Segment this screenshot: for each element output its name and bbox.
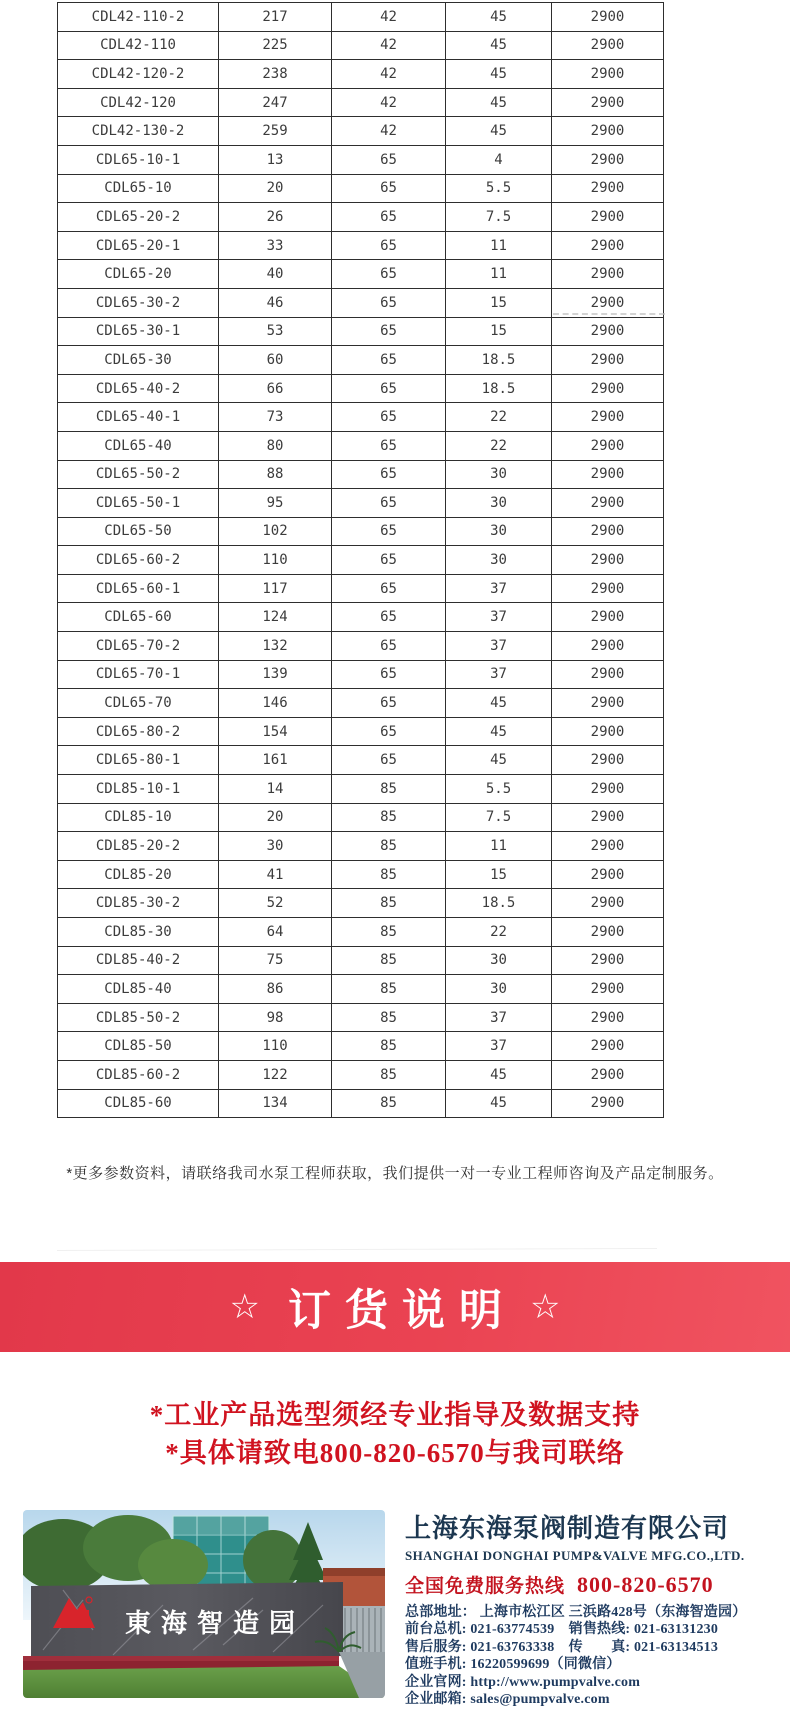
table-cell: 45 <box>446 60 552 89</box>
table-cell: 95 <box>219 489 332 518</box>
table-row <box>58 717 664 746</box>
table-row <box>58 1032 664 1061</box>
table-cell: 2900 <box>552 632 664 661</box>
table-row <box>58 3 664 32</box>
table-cell: 2900 <box>552 317 664 346</box>
table-cell: CDL85-60 <box>58 1089 219 1118</box>
table-row <box>58 403 664 432</box>
table-cell: CDL65-30 <box>58 346 219 375</box>
notice-line-2: *具体请致电800-820-6570与我司联络 <box>165 1438 625 1468</box>
table-cell: 45 <box>446 117 552 146</box>
table-row <box>58 374 664 403</box>
table-cell: CDL65-20-2 <box>58 203 219 232</box>
contact-line: 企业邮箱: sales@pumpvalve.com <box>405 1692 610 1708</box>
table-cell: 26 <box>219 203 332 232</box>
table-cell: 65 <box>332 431 446 460</box>
table-cell: 18.5 <box>446 374 552 403</box>
table-cell: 2900 <box>552 489 664 518</box>
table-cell: 238 <box>219 60 332 89</box>
table-cell: 2900 <box>552 60 664 89</box>
table-cell: 15 <box>446 317 552 346</box>
table-cell: 52 <box>219 889 332 918</box>
table-cell: CDL65-30-2 <box>58 288 219 317</box>
table-cell: 2900 <box>552 260 664 289</box>
contact-lines <box>405 1604 787 1708</box>
table-cell: 7.5 <box>446 803 552 832</box>
table-cell: 85 <box>332 946 446 975</box>
lawn <box>23 1666 385 1698</box>
table-cell: 2900 <box>552 975 664 1004</box>
table-cell: 65 <box>332 260 446 289</box>
table-cell: 2900 <box>552 88 664 117</box>
table-cell: CDL85-50 <box>58 1032 219 1061</box>
table-cell: 85 <box>332 775 446 804</box>
table-cell: 20 <box>219 174 332 203</box>
table-cell: 259 <box>219 117 332 146</box>
table-cell: 247 <box>219 88 332 117</box>
table-cell: 2900 <box>552 660 664 689</box>
notice-line-1: *工业产品选型须经专业指导及数据支持 <box>149 1400 641 1430</box>
table-row <box>58 975 664 1004</box>
table-cell: CDL65-70 <box>58 689 219 718</box>
service-hotline <box>405 1571 787 1598</box>
table-row <box>58 1089 664 1118</box>
star-icon: ☆ <box>530 1288 561 1326</box>
table-row <box>58 88 664 117</box>
pump-table-body <box>58 3 664 1118</box>
table-cell: 2900 <box>552 403 664 432</box>
table-cell: CDL65-60-1 <box>58 574 219 603</box>
table-cell: 2900 <box>552 1089 664 1118</box>
table-cell: 2900 <box>552 603 664 632</box>
table-row <box>58 574 664 603</box>
table-cell: CDL85-30 <box>58 918 219 947</box>
table-cell: 30 <box>446 546 552 575</box>
table-cell: 42 <box>332 31 446 60</box>
table-cell: 37 <box>446 603 552 632</box>
table-row <box>58 31 664 60</box>
table-cell: 37 <box>446 632 552 661</box>
table-cell: 2900 <box>552 3 664 32</box>
table-cell: 37 <box>446 1032 552 1061</box>
table-cell: 2900 <box>552 546 664 575</box>
table-cell: 80 <box>219 431 332 460</box>
hotline-label: 全国免费服务热线 <box>405 1576 566 1597</box>
table-cell: 122 <box>219 1060 332 1089</box>
table-cell: 60 <box>219 346 332 375</box>
table-row <box>58 889 664 918</box>
company-name-en: SHANGHAI DONGHAI PUMP&VALVE MFG.CO.,LTD. <box>405 1548 745 1563</box>
table-cell: 42 <box>332 117 446 146</box>
table-cell: 102 <box>219 517 332 546</box>
sign-text: 東海智造园 <box>124 1608 306 1638</box>
table-cell: 7.5 <box>446 203 552 232</box>
table-row <box>58 203 664 232</box>
table-cell: 225 <box>219 31 332 60</box>
table-cell: 85 <box>332 889 446 918</box>
table-cell: 65 <box>332 574 446 603</box>
table-cell: 65 <box>332 546 446 575</box>
table-row <box>58 431 664 460</box>
table-cell: 2900 <box>552 946 664 975</box>
table-cell: 2900 <box>552 574 664 603</box>
table-footnote: *更多参数资料，请联络我司水泵工程师获取，我们提供一对一专业工程师咨询及产品定制服务。 <box>66 1165 724 1182</box>
hotline-number: 800-820-6570 <box>577 1572 714 1597</box>
table-cell: 22 <box>446 431 552 460</box>
table-cell: 85 <box>332 803 446 832</box>
table-cell: 2900 <box>552 117 664 146</box>
table-cell: CDL65-50-1 <box>58 489 219 518</box>
table-cell: 30 <box>446 975 552 1004</box>
table-row <box>58 1060 664 1089</box>
company-info <box>405 1508 787 1708</box>
table-cell: 11 <box>446 832 552 861</box>
table-cell: CDL65-70-1 <box>58 660 219 689</box>
table-cell: CDL85-10-1 <box>58 775 219 804</box>
table-row <box>58 145 664 174</box>
table-cell: 65 <box>332 346 446 375</box>
table-cell: 5.5 <box>446 174 552 203</box>
table-cell: CDL65-40-2 <box>58 374 219 403</box>
table-cell: 2900 <box>552 460 664 489</box>
table-row <box>58 689 664 718</box>
table-cell: CDL85-20 <box>58 860 219 889</box>
table-cell: 13 <box>219 145 332 174</box>
red-building-roof <box>323 1568 385 1576</box>
table-cell: 30 <box>446 946 552 975</box>
table-cell: 30 <box>446 489 552 518</box>
table-cell: 45 <box>446 717 552 746</box>
table-cell: 85 <box>332 860 446 889</box>
table-cell: 65 <box>332 632 446 661</box>
table-cell: 65 <box>332 174 446 203</box>
table-row <box>58 603 664 632</box>
table-cell: CDL42-120-2 <box>58 60 219 89</box>
table-cell: 65 <box>332 460 446 489</box>
table-cell: 15 <box>446 860 552 889</box>
table-cell: 2900 <box>552 717 664 746</box>
table-row <box>58 460 664 489</box>
table-row <box>58 775 664 804</box>
table-cell: 65 <box>332 660 446 689</box>
table-cell: 20 <box>219 803 332 832</box>
table-cell: CDL65-80-2 <box>58 717 219 746</box>
table-cell: 154 <box>219 717 332 746</box>
table-cell: 85 <box>332 832 446 861</box>
table-row <box>58 946 664 975</box>
table-cell: 30 <box>219 832 332 861</box>
table-cell: 18.5 <box>446 346 552 375</box>
table-cell: 98 <box>219 1003 332 1032</box>
flower-hedge-top <box>23 1656 339 1661</box>
table-cell: 2900 <box>552 517 664 546</box>
table-cell: 2900 <box>552 832 664 861</box>
table-cell: 30 <box>446 517 552 546</box>
table-cell: CDL42-120 <box>58 88 219 117</box>
table-cell: 42 <box>332 3 446 32</box>
table-row <box>58 117 664 146</box>
table-cell: CDL65-10 <box>58 174 219 203</box>
table-cell: 46 <box>219 288 332 317</box>
table-cell: 37 <box>446 660 552 689</box>
table-cell: 65 <box>332 517 446 546</box>
table-cell: 37 <box>446 1003 552 1032</box>
table-cell: 2900 <box>552 803 664 832</box>
table-cell: CDL42-130-2 <box>58 117 219 146</box>
table-cell: CDL85-20-2 <box>58 832 219 861</box>
table-cell: 45 <box>446 3 552 32</box>
table-row <box>58 660 664 689</box>
table-cell: CDL85-30-2 <box>58 889 219 918</box>
table-cell: 4 <box>446 145 552 174</box>
table-cell: 65 <box>332 374 446 403</box>
table-cell: 65 <box>332 317 446 346</box>
table-cell: 45 <box>446 88 552 117</box>
star-icon: ☆ <box>229 1288 260 1326</box>
table-cell: 15 <box>446 288 552 317</box>
table-row <box>58 1003 664 1032</box>
table-cell: 85 <box>332 975 446 1004</box>
table-cell: CDL42-110 <box>58 31 219 60</box>
selection-notices <box>0 1396 790 1472</box>
table-cell: CDL65-60 <box>58 603 219 632</box>
table-cell: 2900 <box>552 918 664 947</box>
table-row <box>58 803 664 832</box>
table-cell: 2900 <box>552 431 664 460</box>
table-cell: 37 <box>446 574 552 603</box>
table-cell: 2900 <box>552 145 664 174</box>
table-row <box>58 60 664 89</box>
table-cell: 11 <box>446 260 552 289</box>
table-cell: CDL85-10 <box>58 803 219 832</box>
table-cell: 85 <box>332 1089 446 1118</box>
table-cell: 2900 <box>552 288 664 317</box>
table-cell: 73 <box>219 403 332 432</box>
table-cell: 117 <box>219 574 332 603</box>
table-row <box>58 632 664 661</box>
table-cell: 110 <box>219 1032 332 1061</box>
contact-line: 总部地址： 上海市松江区 三浜路428号（东海智造园） <box>405 1605 747 1620</box>
table-cell: 146 <box>219 689 332 718</box>
table-cell: CDL65-40-1 <box>58 403 219 432</box>
table-cell: CDL65-20-1 <box>58 231 219 260</box>
table-cell: 110 <box>219 546 332 575</box>
table-cell: 42 <box>332 60 446 89</box>
scan-artifact-line <box>57 1248 657 1251</box>
table-cell: 65 <box>332 403 446 432</box>
table-row <box>58 918 664 947</box>
table-cell: 217 <box>219 3 332 32</box>
table-cell: 88 <box>219 460 332 489</box>
table-cell: 2900 <box>552 374 664 403</box>
table-cell: CDL42-110-2 <box>58 3 219 32</box>
table-row <box>58 746 664 775</box>
table-cell: CDL65-50 <box>58 517 219 546</box>
table-cell: 2900 <box>552 746 664 775</box>
table-cell: 45 <box>446 1060 552 1089</box>
table-cell: 86 <box>219 975 332 1004</box>
table-cell: 2900 <box>552 346 664 375</box>
table-cell: 45 <box>446 689 552 718</box>
table-cell: 22 <box>446 403 552 432</box>
table-cell: 64 <box>219 918 332 947</box>
table-cell: 5.5 <box>446 775 552 804</box>
contact-line: 售后服务: 021-63763338 传 真: 021-63134513 <box>405 1639 719 1655</box>
banner-title: 订货说明 <box>288 1286 516 1335</box>
table-cell: 45 <box>446 1089 552 1118</box>
table-row <box>58 346 664 375</box>
table-cell: 85 <box>332 1032 446 1061</box>
table-cell: 65 <box>332 746 446 775</box>
table-cell: 42 <box>332 88 446 117</box>
table-cell: 134 <box>219 1089 332 1118</box>
table-cell: 65 <box>332 145 446 174</box>
table-cell: 2900 <box>552 31 664 60</box>
table-cell: CDL85-50-2 <box>58 1003 219 1032</box>
table-row <box>58 832 664 861</box>
table-cell: 2900 <box>552 1032 664 1061</box>
table-cell: 53 <box>219 317 332 346</box>
table-cell: CDL65-10-1 <box>58 145 219 174</box>
table-row <box>58 231 664 260</box>
table-cell: CDL65-60-2 <box>58 546 219 575</box>
watermark-artifact <box>553 313 665 315</box>
table-cell: 11 <box>446 231 552 260</box>
table-cell: 45 <box>446 746 552 775</box>
table-row <box>58 174 664 203</box>
table-cell: CDL65-40 <box>58 431 219 460</box>
table-cell: 2900 <box>552 1060 664 1089</box>
table-cell: 139 <box>219 660 332 689</box>
table-cell: 85 <box>332 1003 446 1032</box>
table-cell: 2900 <box>552 203 664 232</box>
table-row <box>58 517 664 546</box>
table-cell: CDL85-40-2 <box>58 946 219 975</box>
table-cell: 2900 <box>552 231 664 260</box>
table-cell: 2900 <box>552 889 664 918</box>
table-cell: 161 <box>219 746 332 775</box>
table-cell: CDL65-20 <box>58 260 219 289</box>
table-cell: 132 <box>219 632 332 661</box>
table-cell: 65 <box>332 717 446 746</box>
table-cell: 2900 <box>552 689 664 718</box>
table-cell: 85 <box>332 918 446 947</box>
table-cell: 41 <box>219 860 332 889</box>
table-cell: CDL85-60-2 <box>58 1060 219 1089</box>
table-cell: 2900 <box>552 174 664 203</box>
table-cell: 65 <box>332 231 446 260</box>
pump-spec-table <box>57 2 664 1118</box>
table-row <box>58 317 664 346</box>
table-cell: CDL65-50-2 <box>58 460 219 489</box>
table-cell: 65 <box>332 689 446 718</box>
table-cell: 65 <box>332 203 446 232</box>
table-cell: 75 <box>219 946 332 975</box>
table-cell: 2900 <box>552 775 664 804</box>
table-row <box>58 489 664 518</box>
table-cell: 45 <box>446 31 552 60</box>
contact-line: 前台总机: 021-63774539 销售热线: 021-63131230 <box>405 1622 719 1638</box>
table-cell: 2900 <box>552 1003 664 1032</box>
contact-line: 值班手机: 16220599699（同微信） <box>405 1657 621 1673</box>
table-cell: 66 <box>219 374 332 403</box>
table-cell: 18.5 <box>446 889 552 918</box>
table-cell: 30 <box>446 460 552 489</box>
table-cell: 124 <box>219 603 332 632</box>
table-cell: 14 <box>219 775 332 804</box>
table-cell: 65 <box>332 288 446 317</box>
table-cell: 85 <box>332 1060 446 1089</box>
table-cell: CDL65-80-1 <box>58 746 219 775</box>
table-cell: CDL65-70-2 <box>58 632 219 661</box>
table-cell: 22 <box>446 918 552 947</box>
factory-entrance-photo <box>23 1510 385 1698</box>
table-cell: 65 <box>332 489 446 518</box>
contact-line: 企业官网: http://www.pumpvalve.com <box>405 1674 641 1690</box>
table-row <box>58 546 664 575</box>
company-name-cn: 上海东海泵阀制造有限公司 <box>405 1513 730 1543</box>
table-row <box>58 260 664 289</box>
table-cell: CDL85-40 <box>58 975 219 1004</box>
table-cell: 33 <box>219 231 332 260</box>
table-cell: 2900 <box>552 860 664 889</box>
table-row <box>58 860 664 889</box>
table-cell: 40 <box>219 260 332 289</box>
table-cell: CDL65-30-1 <box>58 317 219 346</box>
table-cell: 65 <box>332 603 446 632</box>
order-info-banner <box>0 1262 790 1352</box>
